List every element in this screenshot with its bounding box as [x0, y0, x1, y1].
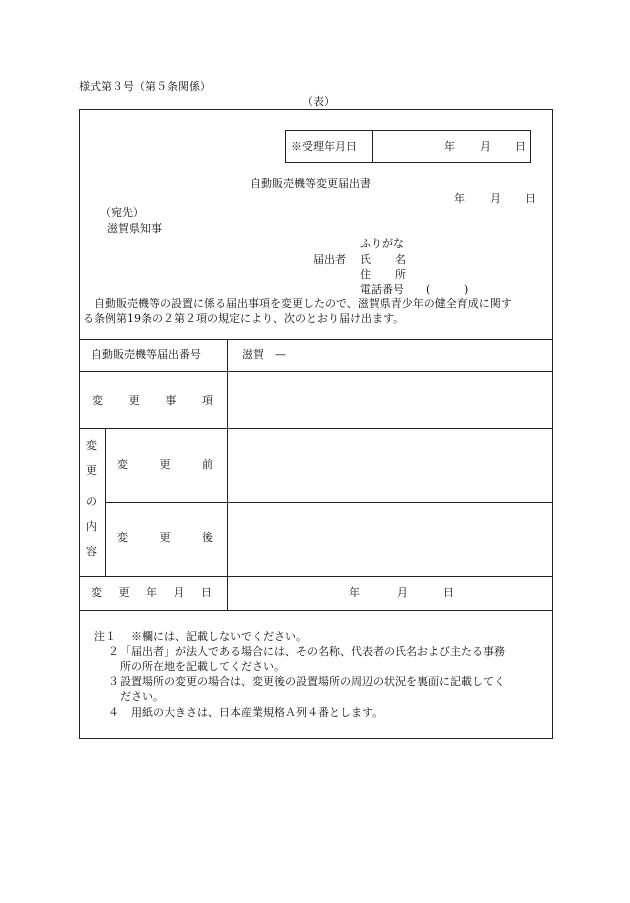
address-label: 住 所: [360, 268, 406, 281]
phone-paren-close: ): [464, 283, 469, 296]
side-label: （表）: [302, 95, 335, 108]
change-date-year: 年: [349, 586, 360, 599]
statement-line-2: る条例第19条の２第２項の規定により、次のとおり届け出ます。: [83, 312, 405, 325]
change-items-label: 変 更 事 項: [92, 394, 213, 407]
receipt-month: 月: [480, 140, 491, 153]
receipt-label: ※受理年月日: [291, 140, 357, 153]
note-3-mark: ３: [108, 675, 119, 688]
receipt-day: 日: [515, 140, 526, 153]
date-month: 月: [490, 192, 501, 205]
note-2-mark: ２: [108, 645, 119, 658]
content-label-char-5: 容: [86, 545, 97, 558]
date-day: 日: [525, 192, 536, 205]
table-top-line: [79, 339, 553, 340]
furigana-label: ふりがな: [360, 237, 404, 250]
note-1-text: ※欄には、記載しないでください。: [131, 630, 307, 643]
row-line-2: [79, 428, 553, 429]
addressee-prefix: （宛先）: [100, 206, 144, 219]
change-date-month: 月: [397, 586, 408, 599]
label-column-line: [227, 339, 228, 610]
phone-paren-open: (: [426, 283, 431, 296]
content-label-char-1: 変: [86, 439, 97, 452]
note-4-mark: ４: [108, 706, 119, 719]
change-date-label: 変 更 年 月 日: [91, 586, 212, 599]
name-label: 氏 名: [360, 253, 406, 266]
reg-number-value: 滋賀 —: [242, 348, 286, 361]
form-title: 自動販売機等変更届出書: [250, 177, 371, 190]
addressee-name: 滋賀県知事: [107, 222, 162, 235]
note-3-text: 設置場所の変更の場合は、変更後の設置場所の周辺の状況を裏面に記載してく: [120, 675, 505, 688]
content-label-char-2: 更: [86, 464, 97, 477]
content-group-line: [105, 428, 106, 576]
receipt-year: 年: [444, 140, 455, 153]
phone-label: 電話番号: [360, 283, 404, 296]
notifier-label: 届出者: [313, 253, 346, 266]
statement-line-1: 自動販売機等の設置に係る届出事項を変更したので、滋賀県青少年の健全育成に関す: [94, 297, 512, 310]
after-change-label: 変 更 後: [117, 531, 213, 544]
change-date-day: 日: [443, 586, 454, 599]
reg-number-label: 自動販売機等届出番号: [91, 348, 201, 361]
receipt-divider: [372, 130, 373, 163]
note-2-cont: 所の所在地を記載してください。: [120, 660, 285, 673]
row-line-1: [79, 371, 553, 372]
note-2-text: 「届出者」が法人である場合には、その名称、代表者の氏名および主たる事務: [120, 645, 505, 658]
form-number: 様式第３号（第５条関係）: [79, 80, 211, 93]
note-4-text: 用紙の大きさは、日本産業規格Ａ列４番とします。: [131, 706, 384, 719]
note-3-cont: ださい。: [120, 690, 164, 703]
content-label-char-3: の: [86, 495, 97, 508]
row-line-3: [105, 502, 553, 503]
content-label-char-4: 内: [86, 520, 97, 533]
note-1-mark: 注１: [94, 630, 116, 643]
row-line-4: [79, 576, 553, 577]
before-change-label: 変 更 前: [117, 458, 213, 471]
table-bottom-line: [79, 610, 553, 611]
date-year: 年: [454, 192, 465, 205]
